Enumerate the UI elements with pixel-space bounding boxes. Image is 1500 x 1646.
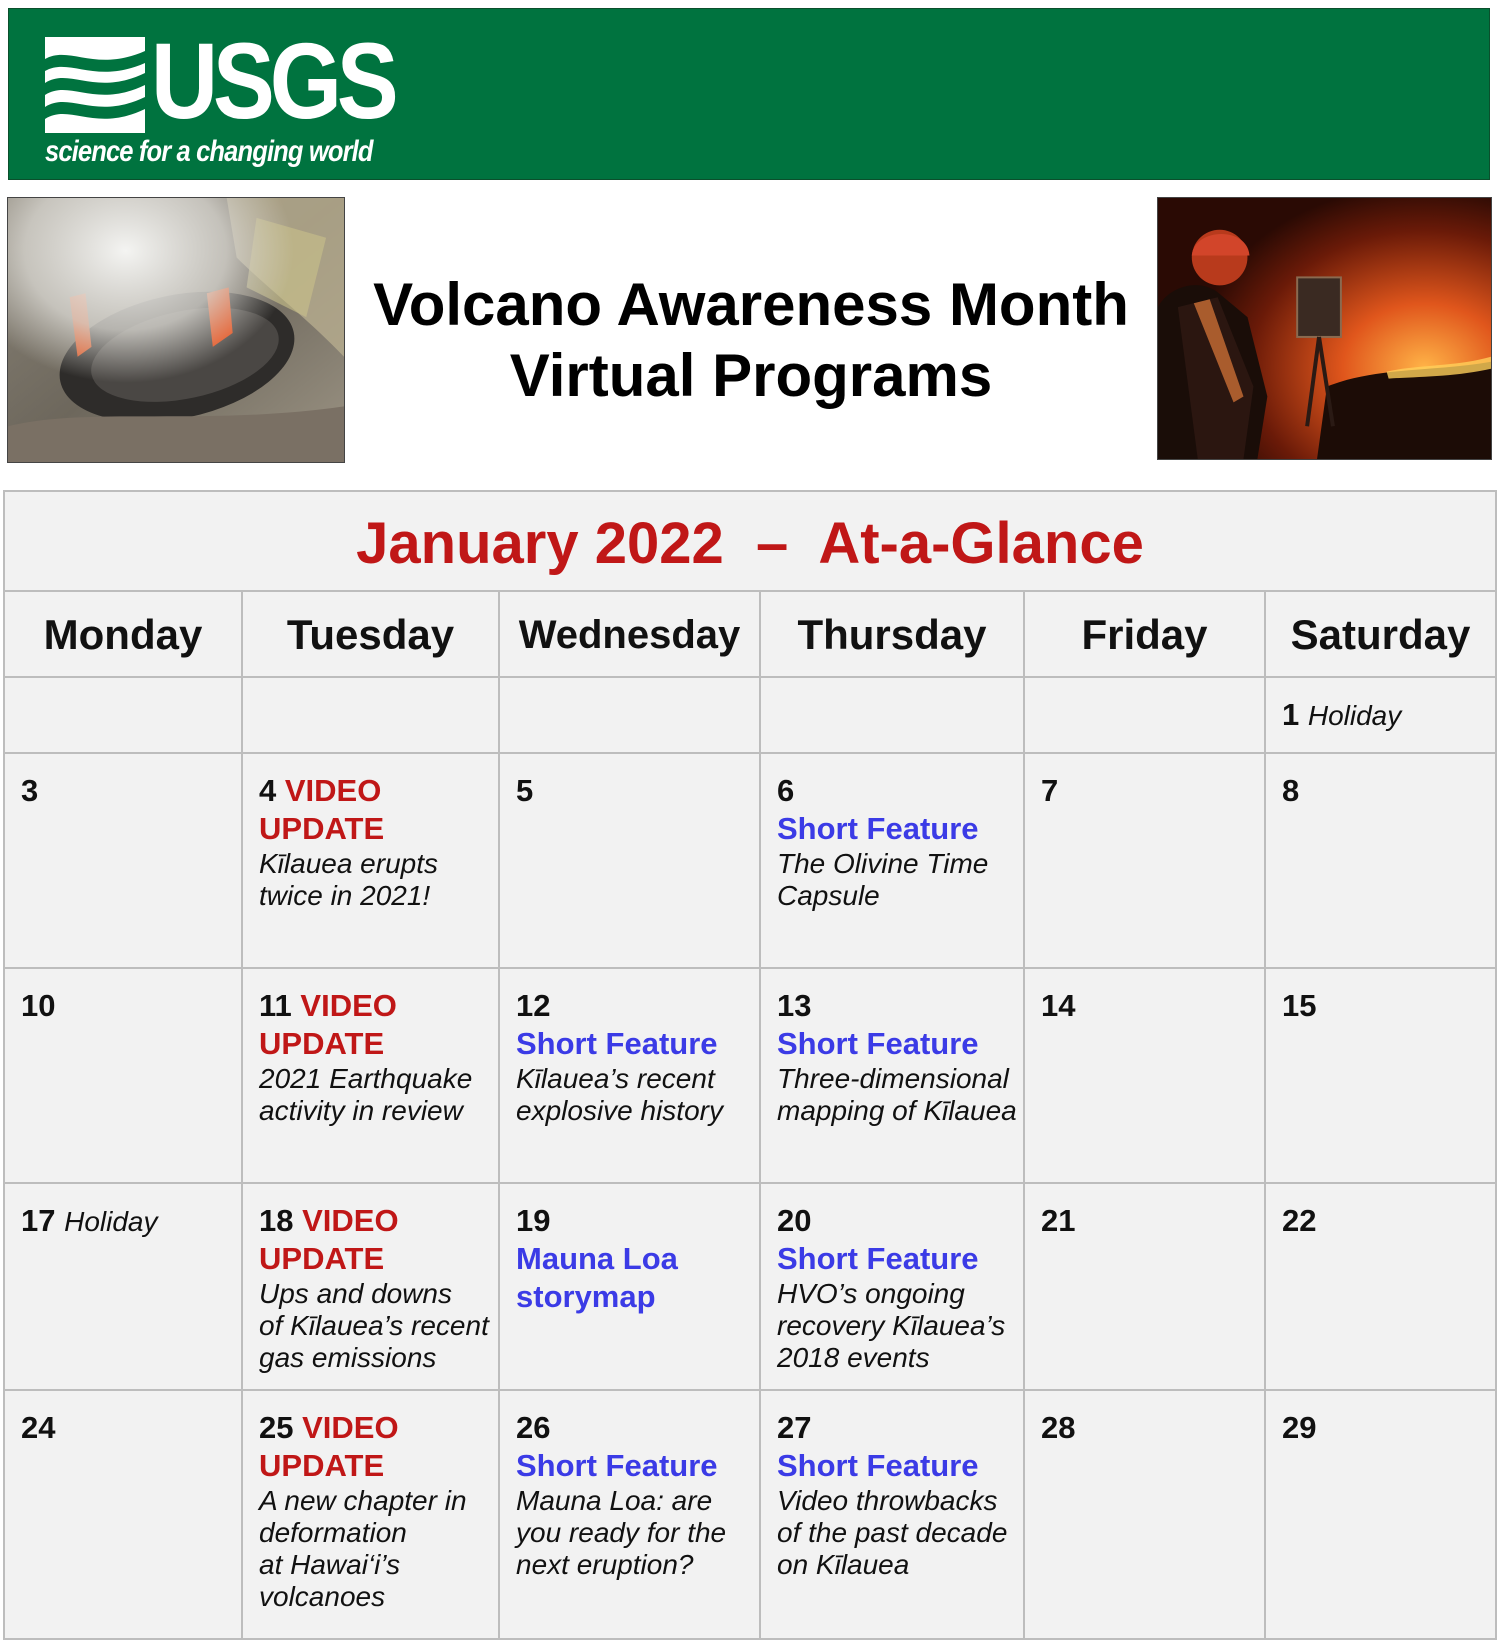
event-description: 2021 Earthquake xyxy=(259,1063,473,1094)
day-number: 13 xyxy=(777,988,812,1023)
day-number: 14 xyxy=(1041,988,1076,1023)
event-description: at Hawai‘i’s xyxy=(259,1549,401,1580)
day-cell-13 xyxy=(761,969,1023,1182)
usgs-tagline: science for a changing world xyxy=(45,135,373,168)
day-header-friday: Friday xyxy=(1081,611,1208,658)
usgs-logo-text: USGS xyxy=(151,20,394,141)
day-cell-18 xyxy=(243,1184,498,1389)
day-number: 11 xyxy=(259,988,292,1023)
day-header-saturday: Saturday xyxy=(1290,611,1471,658)
day-cell-3 xyxy=(5,754,241,967)
event-description: on Kīlauea xyxy=(777,1549,910,1580)
usgs-wave-logo-icon xyxy=(45,37,145,133)
video-update-label: VIDEO xyxy=(302,1410,399,1445)
event-description: Kīlauea’s recent xyxy=(516,1063,715,1094)
day-cell-21 xyxy=(1025,1184,1264,1389)
scientist-lava-photo xyxy=(1157,197,1492,460)
day-cell-25 xyxy=(243,1391,498,1638)
event-description: Kīlauea erupts xyxy=(259,848,439,879)
event-description: Three-dimensional xyxy=(777,1063,1009,1094)
event-description: deformation xyxy=(259,1517,407,1548)
short-feature-label: Short Feature xyxy=(516,1026,718,1061)
day-number: 24 xyxy=(21,1410,56,1445)
event-description: of the past decade xyxy=(777,1517,1008,1548)
day-cell-10 xyxy=(5,969,241,1182)
event-description: gas emissions xyxy=(259,1342,437,1373)
day-cell-4 xyxy=(243,754,498,967)
video-update-label: VIDEO xyxy=(284,773,382,808)
day-cell-11 xyxy=(243,969,498,1182)
day-number: 18 xyxy=(259,1203,294,1238)
video-update-label: UPDATE xyxy=(259,1448,385,1483)
storymap-label: storymap xyxy=(516,1279,656,1314)
calendar-title: January 2022 – At-a-Glance xyxy=(356,511,1144,576)
day-header-monday: Monday xyxy=(43,611,203,658)
short-feature-label: Short Feature xyxy=(777,1241,979,1276)
day-number: 17 xyxy=(21,1203,56,1238)
day-number: 26 xyxy=(516,1410,551,1445)
event-description: volcanoes xyxy=(259,1581,386,1612)
day-number: 1 xyxy=(1282,697,1300,732)
day-number: 21 xyxy=(1041,1203,1076,1238)
usgs-banner xyxy=(8,8,1490,180)
day-number: 7 xyxy=(1041,773,1059,808)
event-description: 2018 events xyxy=(777,1342,930,1373)
event-description: mapping of Kīlauea xyxy=(777,1095,1017,1126)
day-cell-6 xyxy=(761,754,1023,967)
day-cell-24 xyxy=(5,1391,241,1638)
video-update-label: UPDATE xyxy=(259,811,385,846)
day-cell-28 xyxy=(1025,1391,1264,1638)
storymap-label: Mauna Loa xyxy=(516,1241,678,1276)
day-number: 8 xyxy=(1282,773,1300,808)
day-cell-29 xyxy=(1266,1391,1495,1638)
day-cell-19 xyxy=(500,1184,759,1389)
day-cell-12 xyxy=(500,969,759,1182)
video-update-label: VIDEO xyxy=(300,988,397,1023)
day-number: 25 xyxy=(259,1410,294,1445)
event-description: A new chapter in xyxy=(259,1485,467,1516)
day-number: 6 xyxy=(777,773,795,808)
video-update-label: VIDEO xyxy=(302,1203,399,1238)
day-number: 20 xyxy=(777,1203,812,1238)
day-cell-14 xyxy=(1025,969,1264,1182)
day-cell-20 xyxy=(761,1184,1023,1389)
day-header-tuesday: Tuesday xyxy=(286,611,455,658)
short-feature-label: Short Feature xyxy=(777,1026,979,1061)
day-cell-22 xyxy=(1266,1184,1495,1389)
day-header-thursday: Thursday xyxy=(797,611,987,658)
event-description: recovery Kīlauea’s xyxy=(777,1310,1006,1341)
page-title-line-1: Volcano Awareness Month xyxy=(373,271,1129,338)
event-description: Mauna Loa: are xyxy=(516,1485,713,1516)
volcano-crater-photo xyxy=(7,197,345,463)
holiday-label: Holiday xyxy=(64,1206,158,1237)
day-header-wednesday: Wednesday xyxy=(518,613,741,657)
page-title-line-2: Virtual Programs xyxy=(509,342,993,409)
day-number: 19 xyxy=(516,1203,551,1238)
short-feature-label: Short Feature xyxy=(516,1448,718,1483)
event-description: The Olivine Time xyxy=(777,848,989,879)
day-number: 29 xyxy=(1282,1410,1317,1445)
short-feature-label: Short Feature xyxy=(777,811,979,846)
event-description: next eruption? xyxy=(516,1549,694,1580)
video-update-label: UPDATE xyxy=(259,1241,385,1276)
event-description: twice in 2021! xyxy=(259,880,431,911)
day-number: 27 xyxy=(777,1410,812,1445)
day-number: 3 xyxy=(21,773,39,808)
event-description: Ups and downs xyxy=(259,1278,453,1309)
day-number: 5 xyxy=(516,773,534,808)
day-cell-17 xyxy=(5,1184,241,1389)
calendar-table xyxy=(3,490,1497,1640)
day-number: 4 xyxy=(259,773,277,808)
event-description: of Kīlauea’s recent xyxy=(259,1310,489,1341)
event-description: activity in review xyxy=(259,1095,463,1126)
event-description: Capsule xyxy=(777,880,880,911)
event-description: HVO’s ongoing xyxy=(777,1278,965,1309)
day-cell-26 xyxy=(500,1391,759,1638)
day-cell-8 xyxy=(1266,754,1495,967)
day-cell-27 xyxy=(761,1391,1023,1638)
event-description: explosive history xyxy=(516,1095,723,1126)
day-cell-7 xyxy=(1025,754,1264,967)
day-number: 15 xyxy=(1282,988,1317,1023)
day-cell-1 xyxy=(1266,678,1495,752)
video-update-label: UPDATE xyxy=(259,1026,385,1061)
day-number: 10 xyxy=(21,988,56,1023)
day-cell-15 xyxy=(1266,969,1495,1182)
day-cell-5 xyxy=(500,754,759,967)
event-description: you ready for the xyxy=(516,1517,727,1548)
day-number: 22 xyxy=(1282,1203,1317,1238)
day-number: 28 xyxy=(1041,1410,1076,1445)
short-feature-label: Short Feature xyxy=(777,1448,979,1483)
day-number: 12 xyxy=(516,988,551,1023)
holiday-label: Holiday xyxy=(1307,700,1402,731)
event-description: Video throwbacks xyxy=(777,1485,998,1516)
